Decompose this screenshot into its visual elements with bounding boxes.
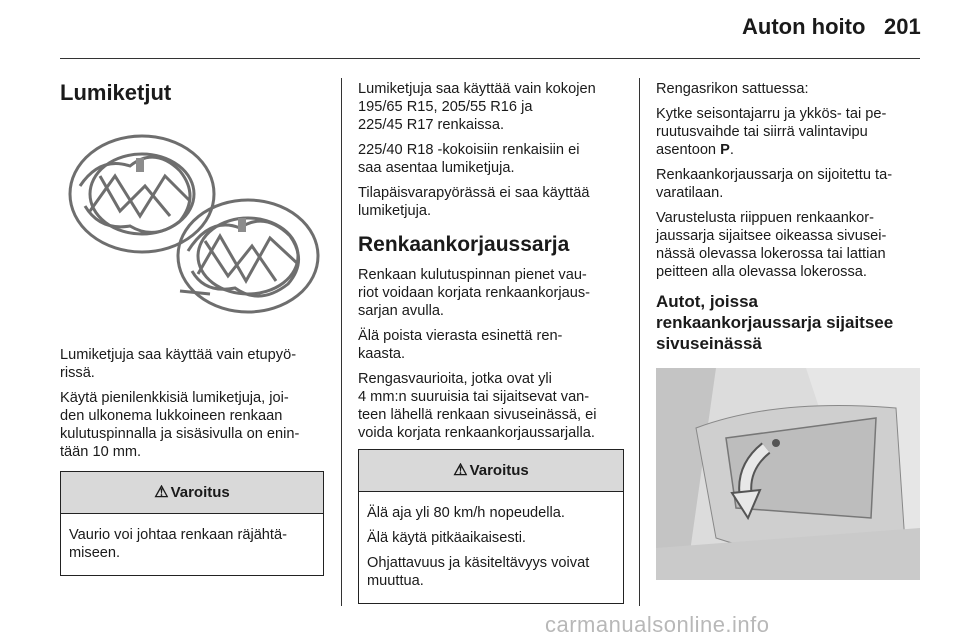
- warning-title: Varoitus: [170, 483, 230, 501]
- header-divider: [60, 58, 920, 59]
- column-divider-2: [639, 78, 640, 606]
- paragraph: Rengasrikon sattuessa:: [656, 81, 809, 97]
- paragraph: Tilapäisvarapyörässä ei saa käyttää lumiketjuja.: [358, 185, 590, 219]
- warning-box: [358, 449, 624, 604]
- paragraph: Renkaan kulutuspinnan pienet vau- riot voidaan korjata renkaankorjaus- sarjan avulla.: [358, 267, 591, 319]
- paragraph-text: Kytke seisontajarru ja ykkös- tai pe- ruutusvaihde tai siirrä valintavipu asentoon: [656, 106, 887, 158]
- paragraph: Rengasvaurioita, jotka ovat yli 4 mm:n suuruisia tai sijaitsevat van- teen lähellä renkaan sivuseinässä, ei voida korjata renkaankorjaussarjalla.: [358, 371, 597, 441]
- paragraph: Lumiketjuja saa käyttää vain etupyö- rissä.: [60, 347, 297, 381]
- page-number: 201: [884, 14, 921, 39]
- warning-header: [61, 472, 323, 514]
- warning-icon: ⚠: [154, 483, 169, 501]
- paragraph: Älä poista vierasta esinettä ren- kaasta.: [358, 328, 563, 362]
- column-divider-1: [341, 78, 342, 606]
- column-2: [358, 80, 624, 604]
- warning-box: [60, 471, 324, 576]
- paragraph: Renkaankorjaussarja on sijoitettu ta- varatilaan.: [656, 167, 893, 201]
- paragraph: [656, 105, 924, 159]
- section-heading-lumiketjut: Lumiketjut: [60, 80, 172, 105]
- column-1: [60, 70, 324, 576]
- subheading-side-wall: Autot, joissa renkaankorjaussarja sijaitsee sivuseinässä: [656, 292, 894, 353]
- warning-title: Varoitus: [469, 461, 529, 479]
- warning-text: Vaurio voi johtaa renkaan räjähtä- miseen.: [69, 527, 287, 561]
- warning-text: Älä aja yli 80 km/h nopeudella.: [367, 505, 565, 521]
- warning-icon: ⚠: [453, 461, 468, 479]
- gear-position-p: P: [720, 142, 730, 158]
- warning-text: Ohjattavuus ja käsiteltävyys voivat muuttua.: [367, 555, 590, 589]
- watermark: carmanualsonline.info: [545, 612, 770, 637]
- column-3: [656, 80, 924, 580]
- section-heading-renkaankorjaussarja: Renkaankorjaussarja: [358, 233, 570, 256]
- paragraph: 225/40 R18 -kokoisiin renkaisiin ei saa asentaa lumiketjuja.: [358, 142, 580, 176]
- warning-text: Älä käytä pitkäaikaisesti.: [367, 530, 526, 546]
- snow-chains-illustration: [60, 116, 324, 336]
- paragraph: Käytä pienilenkkisiä lumiketjuja, joi- den ulkonema lukkoineen renkaan kulutuspinnalla ja sisäsivulla on enin- tään 10 mm.: [60, 390, 300, 460]
- paragraph-text: .: [729, 142, 734, 158]
- warning-header: [359, 450, 623, 492]
- paragraph: Varustelusta riippuen renkaankor- jaussarja sijaitsee oikeassa sivusei- nässä olevassa lokerossa tai lattian peitteen alla olevassa lokerossa.: [656, 210, 887, 280]
- paragraph: Lumiketjuja saa käyttää vain kokojen 195/65 R15, 205/55 R16 ja 225/45 R17 renkaissa.: [358, 81, 596, 133]
- page-header-title: Auton hoito: [742, 14, 866, 39]
- trunk-side-compartment-illustration: [656, 368, 920, 580]
